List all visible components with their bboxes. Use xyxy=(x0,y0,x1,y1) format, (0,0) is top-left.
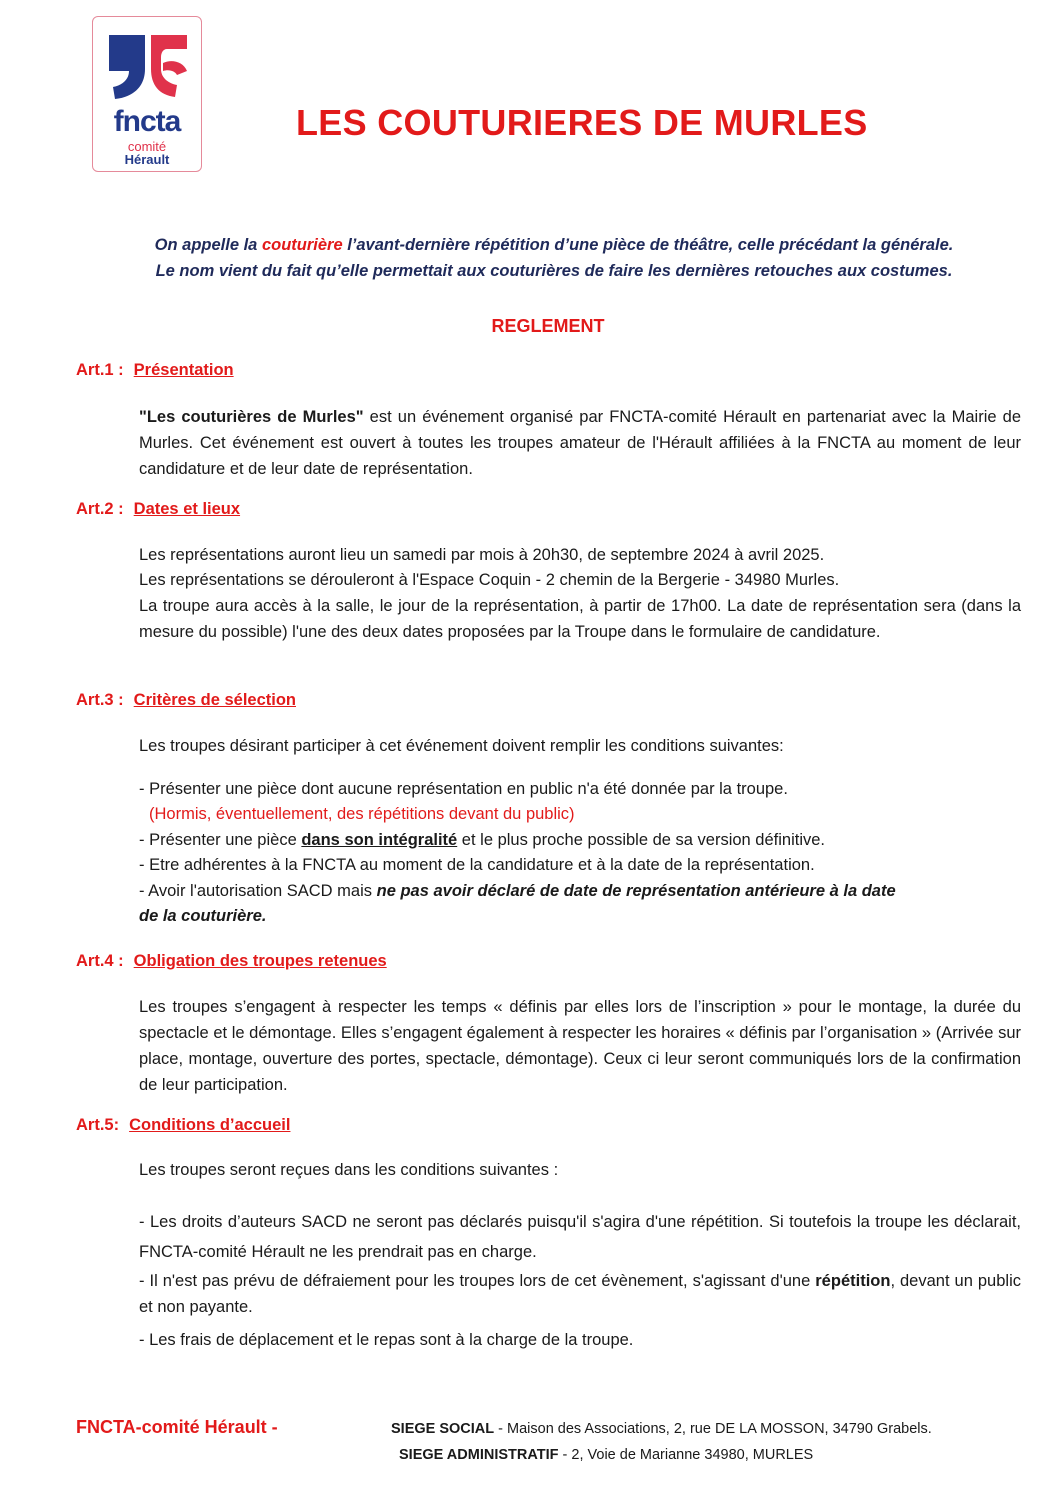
art5-item-3: - Les frais de déplacement et le repas sont à la charge de la troupe. xyxy=(139,1331,634,1349)
art3-item-2-text: et le plus proche possible de sa version définitive. xyxy=(457,831,826,849)
intro-text: l’avant-dernière répétition d’une pièce de théâtre, celle précédant la générale. xyxy=(342,236,954,254)
art5-item-2 xyxy=(139,1268,1021,1320)
art5-intro: Les troupes seront reçues dans les conditions suivantes : xyxy=(139,1161,559,1179)
footer-organization: FNCTA-comité Hérault - xyxy=(76,1417,278,1437)
art3-item-2 xyxy=(139,828,825,852)
art5-item-2-text: , devant un public et non payante. xyxy=(139,1272,1021,1316)
art4-paragraph: Les troupes s’engagent à respecter les temps « définis par elles lors de l’inscription » pour le montage, la durée du spectacle et le démontage. Elles s’engagent également à respecter les horaires « définis par l’organisation » (Arrivée sur place, montage, ouverture des portes, spectacle, démontage). Ceux ci leur seront communiqués lors de la confirmation de leur participation. xyxy=(139,998,1021,1094)
art3-heading xyxy=(76,691,296,710)
art3-item-2-text: - Présenter une pièce xyxy=(139,831,302,849)
art4-heading xyxy=(76,952,387,971)
fncta-emblem-icon xyxy=(105,29,191,103)
art2-title: Dates et lieux xyxy=(133,500,241,518)
reglement-heading: REGLEMENT xyxy=(491,316,605,336)
page-title: LES COUTURIERES DE MURLES xyxy=(296,102,868,143)
footer-admin-text: - 2, Voie de Marianne 34980, MURLES xyxy=(558,1447,814,1463)
logo-comite: comité xyxy=(127,139,167,154)
art1-paragraph xyxy=(139,404,1021,482)
footer-siege-administratif xyxy=(399,1447,813,1463)
art1-heading xyxy=(76,361,234,380)
art3-item-4 xyxy=(139,879,896,903)
art2-heading xyxy=(76,500,240,519)
art3-item-4-cont: de la couturière. xyxy=(139,907,267,925)
art3-title: Critères de sélection xyxy=(133,691,296,709)
art5-heading xyxy=(76,1116,290,1135)
art2-line-1: Les représentations auront lieu un samedi par mois à 20h30, de septembre 2024 à avril 2025. xyxy=(139,546,825,564)
art1-text: est un événement organisé par FNCTA-comité Hérault en partenariat avec la Mairie de Murles. Cet événement est ouvert à toutes les troupes amateur de l'Hérault affiliées à la FNCTA au moment de leur candidature et de leur date de représentation. xyxy=(139,408,1021,478)
art2-paragraph: La troupe aura accès à la salle, le jour de la représentation, à partir de 17h00. La date de représentation sera (dans la mesure du possible) l'une des deux dates proposées par la Troupe dans le formulaire de candidature. xyxy=(139,597,1021,641)
art2-label: Art.2 : xyxy=(76,500,124,518)
footer-siege-social xyxy=(391,1421,932,1437)
art5-item-1: - Les droits d’auteurs SACD ne seront pas déclarés puisqu'il s'agira d'une répétition. Si toutefois la troupe les déclarait, FNCTA-comité Hérault ne les prendrait pas en charge. xyxy=(139,1213,1021,1261)
art2-line-2: Les représentations se dérouleront à l'Espace Coquin - 2 chemin de la Bergerie - 34980 Murles. xyxy=(139,571,840,589)
art5-item-2-emphasis: répétition xyxy=(815,1272,891,1290)
art3-label: Art.3 : xyxy=(76,691,124,709)
art1-label: Art.1 : xyxy=(76,361,124,379)
art4-label: Art.4 : xyxy=(76,952,124,970)
art3-item-1: - Présenter une pièce dont aucune représentation en public n'a été donnée par la troupe. xyxy=(139,780,788,798)
footer-siege-text: - Maison des Associations, 2, rue DE LA MOSSON, 34790 Grabels. xyxy=(494,1421,932,1437)
art1-title: Présentation xyxy=(133,361,234,379)
art3-item-4-emphasis: ne pas avoir déclaré de date de représentation antérieure à la date xyxy=(376,882,896,900)
art3-item-2-emphasis: dans son intégralité xyxy=(301,831,458,849)
art4-title: Obligation des troupes retenues xyxy=(133,952,387,970)
art3-item-4-text: - Avoir l'autorisation SACD mais xyxy=(139,882,377,900)
intro-text: On appelle la xyxy=(154,236,262,254)
art3-item-3: - Etre adhérentes à la FNCTA au moment de la candidature et à la date de la représentation. xyxy=(139,856,815,874)
intro-line-1 xyxy=(60,236,1048,255)
art5-label: Art.5: xyxy=(76,1116,120,1134)
logo-wordmark: fncta xyxy=(113,105,181,138)
art5-item-2-text: - Il n'est pas prévu de défraiement pour les troupes lors de cet évènement, s'agissant d'une xyxy=(139,1272,816,1290)
art3-intro: Les troupes désirant participer à cet événement doivent remplir les conditions suivantes: xyxy=(139,737,784,755)
fncta-logo xyxy=(92,16,202,172)
intro-highlight: couturière xyxy=(261,236,343,254)
intro-line-2: Le nom vient du fait qu’elle permettait aux couturières de faire les dernières retouches aux costumes. xyxy=(155,262,953,280)
logo-herault: Hérault xyxy=(124,152,170,167)
footer-admin-label: SIEGE ADMINISTRATIF xyxy=(399,1447,559,1463)
art5-title: Conditions d’accueil xyxy=(129,1116,291,1134)
footer-siege-label: SIEGE SOCIAL xyxy=(391,1421,495,1437)
art3-item-1-note: (Hormis, éventuellement, des répétitions devant du public) xyxy=(149,805,575,823)
art1-event-name: "Les couturières de Murles" xyxy=(139,408,364,426)
